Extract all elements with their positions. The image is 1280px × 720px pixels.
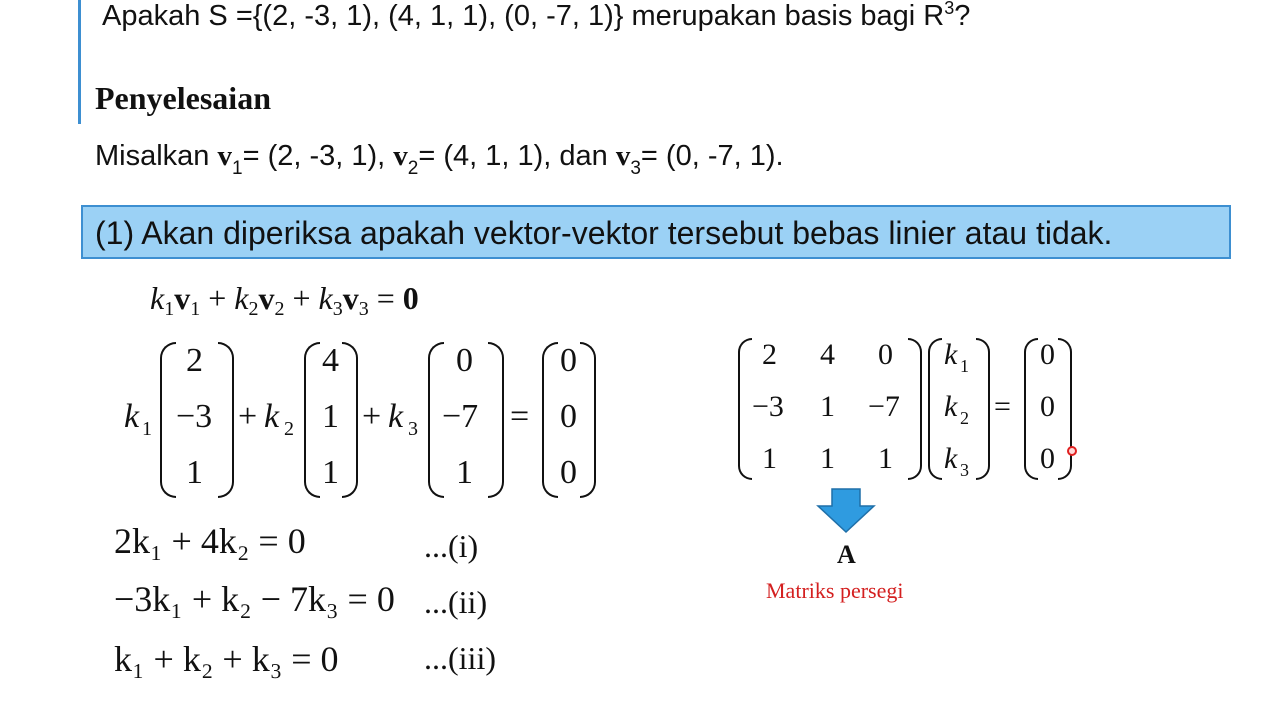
- k3-sub: 3: [332, 298, 343, 320]
- kvec-right-paren: [976, 338, 990, 480]
- step-1-text: (1) Akan diperiksa apakah vektor-vektor tersebut bebas linier atau tidak.: [95, 215, 1113, 251]
- equation-3-tag: ...(iii): [424, 640, 496, 676]
- plus-1: +: [200, 280, 235, 316]
- kvec-k3: k: [944, 442, 958, 475]
- rhs-row3: 0: [560, 454, 577, 491]
- zvec-right-paren: [1058, 338, 1072, 480]
- k3-symbol: k: [318, 280, 333, 316]
- a23: −7: [868, 390, 900, 423]
- kvec-left-paren: [928, 338, 942, 480]
- vec2-left-paren: [304, 342, 320, 498]
- plus-b: +: [362, 398, 382, 435]
- sub-2: 2: [407, 158, 419, 179]
- a32: 1: [820, 442, 835, 475]
- vec2-right-paren: [342, 342, 358, 498]
- zvec-row2: 0: [1040, 390, 1055, 423]
- question-body: Apakah S ={(2, -3, 1), (4, 1, 1), (0, -7, 1)} merupakan basis bagi R: [102, 0, 945, 32]
- kvec-k2-sub: 2: [960, 408, 969, 428]
- intro-line: [95, 140, 784, 179]
- pointer-cursor-icon: [1067, 446, 1077, 456]
- equation-1: 2k₁ + 4k₂ = 0: [114, 521, 306, 561]
- coef-k1-sub: 1: [142, 418, 152, 440]
- zvec-left-paren: [1024, 338, 1038, 480]
- question-text: [102, 0, 970, 33]
- matrix-equals: =: [994, 390, 1011, 423]
- intro-lead: Misalkan: [95, 140, 218, 172]
- k1-symbol: k: [150, 280, 165, 316]
- equation-2: −3k₁ + k₂ − 7k₃ = 0: [114, 579, 395, 619]
- plus-2: +: [284, 280, 319, 316]
- v2-sub: 2: [274, 298, 285, 320]
- accent-bar: [78, 0, 81, 124]
- kvec-k1-sub: 1: [960, 356, 969, 376]
- matrix-caption: Matriks persegi: [766, 578, 904, 603]
- vec1-left-paren: [160, 342, 176, 498]
- kvec-k1: k: [944, 338, 958, 371]
- section-heading: Penyelesaian: [95, 80, 271, 116]
- a21: −3: [752, 390, 784, 423]
- k2-symbol: k: [234, 280, 249, 316]
- vec1-row2: −3: [176, 398, 213, 435]
- a12: 4: [820, 338, 835, 371]
- coef-k2: k: [264, 398, 280, 435]
- v3-value: = (0, -7, 1).: [640, 140, 784, 172]
- equals-sign: =: [368, 280, 403, 316]
- v3-symbol: v: [342, 280, 359, 316]
- v1-value: = (2, -3, 1),: [242, 140, 394, 172]
- vec1-right-paren: [218, 342, 234, 498]
- equation-3: k₁ + k₂ + k₃ = 0: [114, 639, 339, 679]
- a11: 2: [762, 338, 777, 371]
- sub-1: 1: [232, 158, 243, 179]
- coef-k2-sub: 2: [284, 418, 294, 440]
- a13: 0: [878, 338, 893, 371]
- rhs-right-paren: [580, 342, 596, 498]
- v3-sub: 3: [358, 298, 369, 320]
- zvec-row3: 0: [1040, 442, 1055, 475]
- a31: 1: [762, 442, 777, 475]
- kvec-k2: k: [944, 390, 958, 423]
- matrix-left-paren: [738, 338, 752, 480]
- rhs-row2: 0: [560, 398, 577, 435]
- v1-sub: 1: [190, 298, 201, 320]
- k2-sub: 2: [248, 298, 259, 320]
- coef-k3-sub: 3: [408, 418, 418, 440]
- vec3-row2: −7: [442, 398, 479, 435]
- a22: 1: [820, 390, 835, 423]
- equation-2-tag: ...(ii): [424, 584, 488, 620]
- coef-k3: k: [388, 398, 404, 435]
- matrix-label-a: A: [837, 540, 856, 569]
- vec2-row1: 4: [322, 342, 339, 379]
- kvec-k3-sub: 3: [960, 460, 969, 480]
- vector-v2: v: [393, 140, 408, 172]
- plus-a: +: [238, 398, 258, 435]
- vec3-right-paren: [488, 342, 504, 498]
- matrix-right-paren: [908, 338, 922, 480]
- coef-k1: k: [124, 398, 140, 435]
- k1-sub: 1: [164, 298, 175, 320]
- linear-combination-equation: [150, 280, 419, 320]
- vec2-row2: 1: [322, 398, 339, 435]
- zvec-row1: 0: [1040, 338, 1055, 371]
- rhs-row1: 0: [560, 342, 577, 379]
- vector-v1: v: [217, 140, 232, 172]
- a33: 1: [878, 442, 893, 475]
- vec1-row1: 2: [186, 342, 203, 379]
- sub-3: 3: [630, 158, 641, 179]
- vector-v3: v: [615, 140, 631, 172]
- question-exponent: 3: [944, 0, 955, 18]
- vec2-row3: 1: [322, 454, 339, 491]
- question-mark: ?: [954, 0, 971, 32]
- vec3-row1: 0: [456, 342, 473, 379]
- equals-a: =: [510, 398, 530, 435]
- rhs-left-paren: [542, 342, 558, 498]
- v2-symbol: v: [258, 280, 275, 316]
- equation-1-tag: ...(i): [424, 528, 479, 564]
- v1-symbol: v: [174, 280, 191, 316]
- zero-vector: 0: [402, 280, 419, 316]
- vec1-row3: 1: [186, 454, 203, 491]
- v2-value: = (4, 1, 1), dan: [418, 140, 616, 172]
- vec3-row3: 1: [456, 454, 473, 491]
- down-arrow-icon: [816, 488, 876, 534]
